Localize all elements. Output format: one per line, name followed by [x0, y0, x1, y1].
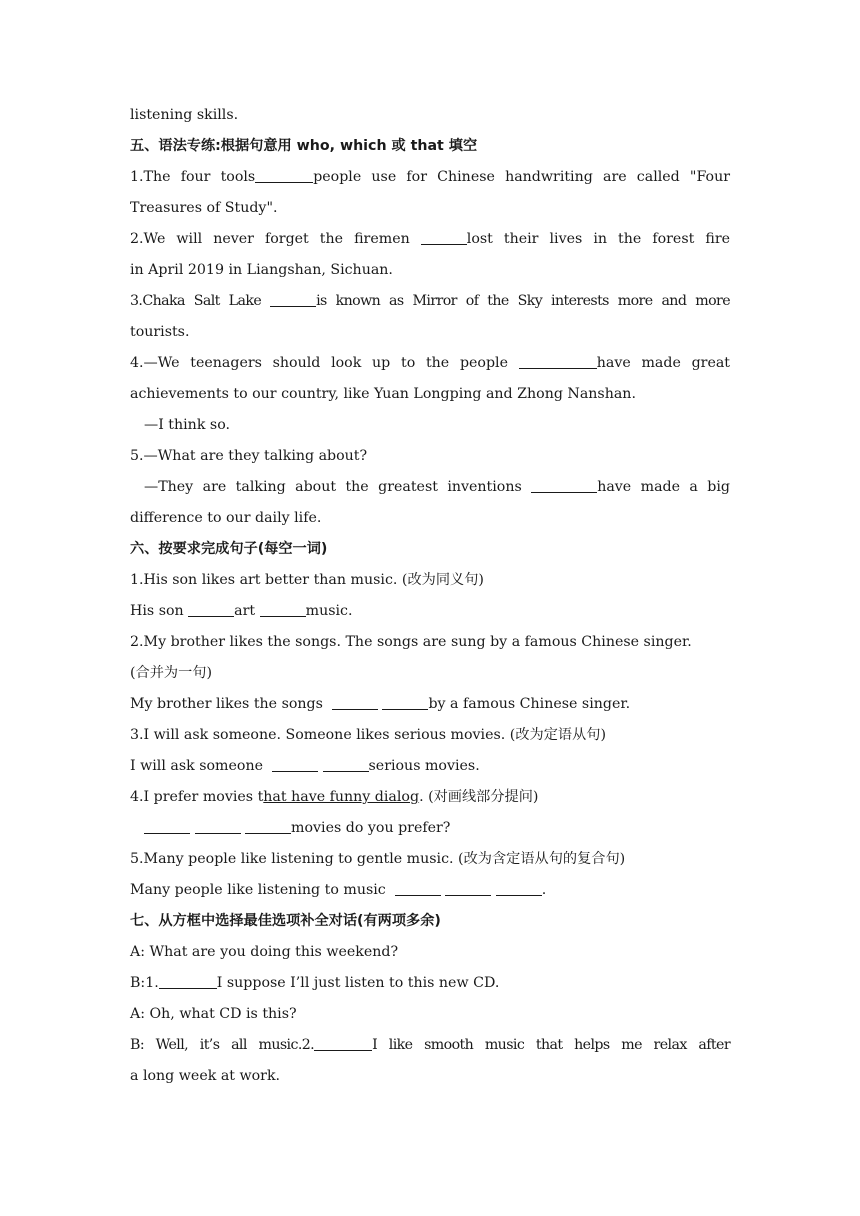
text-line: in April 2019 in Liangshan, Sichuan. [130, 262, 393, 278]
answer-blank[interactable] [159, 973, 217, 989]
dialog-line: B:1. I suppose I’ll just listen to this new CD. [130, 975, 500, 991]
underlined-phrase: hat have funny dialog [263, 789, 420, 805]
question-2: 2.We will never forget the firemen lost their lives in the forest fire [130, 231, 730, 247]
text-line: difference to our daily life. [130, 510, 322, 526]
answer-blank[interactable] [421, 229, 467, 245]
rewrite-2: 2.My brother likes the songs. The songs are sung by a famous Chinese singer. [130, 634, 692, 650]
question-4: 4.—We teenagers should look up to the people have made great [130, 355, 731, 371]
answer-blank[interactable] [245, 818, 291, 834]
question-3: 3.Chaka Salt Lake is known as Mirror of the Sky interests more and more [130, 293, 730, 309]
text-line: Many people like listening to music . [130, 882, 547, 898]
answer-blank[interactable] [531, 477, 597, 493]
answer-blank[interactable] [395, 880, 441, 896]
rewrite-3: 3.I will ask someone. Someone likes serious movies. (改为定语从句) [130, 727, 606, 743]
section-5-title: 五、语法专练:根据句意用 who, which 或 that 填空 [130, 138, 478, 154]
answer-blank[interactable] [255, 167, 313, 183]
text-line: —They are talking about the greatest inventions have made a big [144, 479, 730, 495]
answer-blank[interactable] [272, 756, 318, 772]
text-line: I will ask someone serious movies. [130, 758, 480, 774]
answer-blank[interactable] [445, 880, 491, 896]
dialog-line: A: What are you doing this weekend? [130, 944, 399, 960]
text-line: My brother likes the songs by a famous Chinese singer. [130, 696, 631, 712]
answer-blank[interactable] [314, 1035, 372, 1051]
question-5: 5.—What are they talking about? [130, 448, 368, 464]
answer-blank[interactable] [323, 756, 369, 772]
question-1: 1.The four tools people use for Chinese handwriting are called "Four [130, 169, 730, 185]
answer-blank[interactable] [144, 818, 190, 834]
answer-blank[interactable] [188, 601, 234, 617]
section-7-title: 七、从方框中选择最佳选项补全对话(有两项多余) [130, 913, 441, 929]
text-line: Treasures of Study". [130, 200, 278, 216]
text-line: His son art music. [130, 603, 353, 619]
answer-blank[interactable] [195, 818, 241, 834]
text-line: —I think so. [144, 417, 231, 433]
answer-blank[interactable] [270, 291, 316, 307]
text-line: achievements to our country, like Yuan Longping and Zhong Nanshan. [130, 386, 636, 402]
rewrite-1: 1.His son likes art better than music. (改为同义句) [130, 572, 484, 588]
dialog-line: B: Well, it’s all music.2. I like smooth music that helps me relax after [130, 1037, 731, 1053]
rewrite-4: 4.I prefer movies that have funny dialog. (对画线部分提问) [130, 789, 539, 805]
text-line: (合并为一句) [130, 665, 213, 681]
answer-blank[interactable] [382, 694, 428, 710]
answer-blank[interactable] [519, 353, 597, 369]
answer-blank[interactable] [260, 601, 306, 617]
dialog-line: A: Oh, what CD is this? [130, 1006, 297, 1022]
text-line: movies do you prefer? [130, 813, 730, 844]
text-line: tourists. [130, 324, 190, 340]
dialog-line: a long week at work. [130, 1068, 281, 1084]
text-line: listening skills. [130, 107, 239, 123]
rewrite-5: 5.Many people like listening to gentle music. (改为含定语从句的复合句) [130, 851, 626, 867]
section-6-title: 六、按要求完成句子(每空一词) [130, 541, 328, 557]
document-page [130, 100, 730, 1092]
answer-blank[interactable] [332, 694, 378, 710]
answer-blank[interactable] [496, 880, 542, 896]
